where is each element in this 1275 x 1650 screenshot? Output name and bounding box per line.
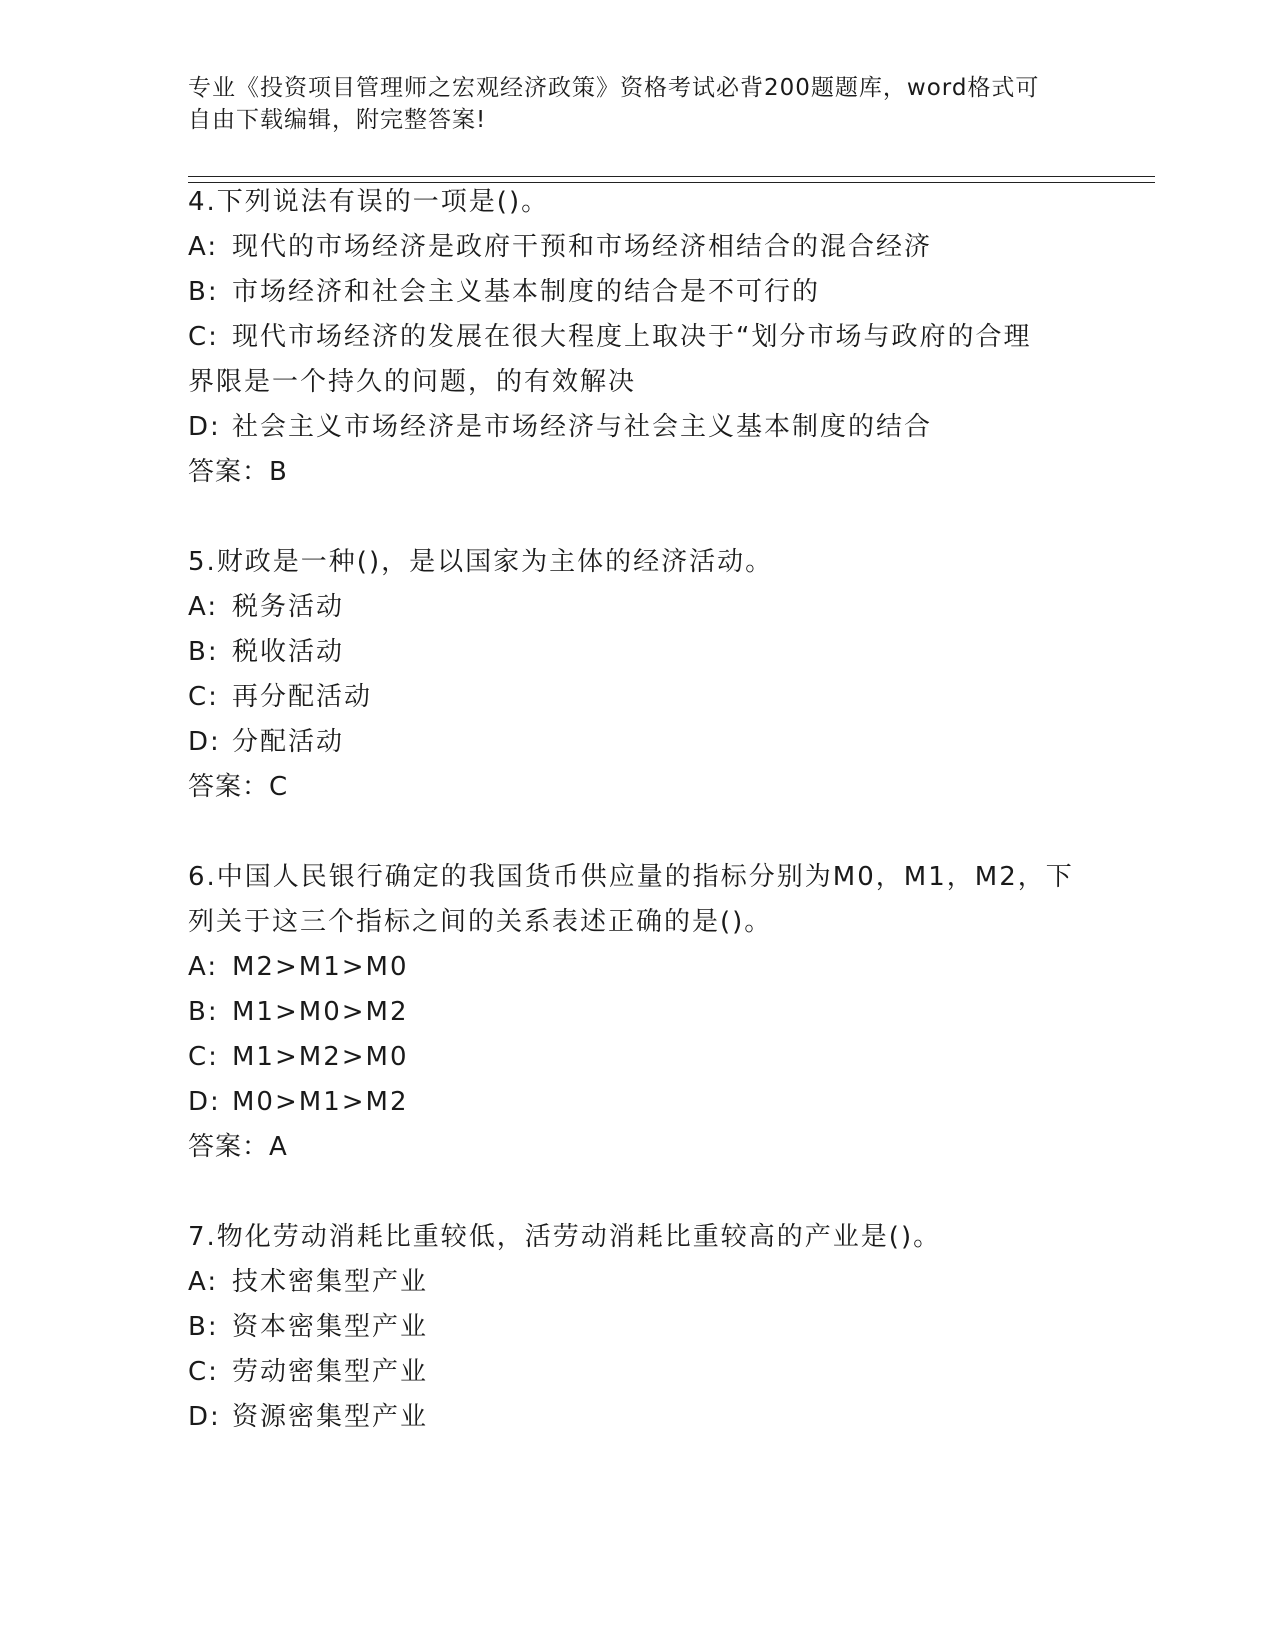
question-4-option-b	[188, 274, 820, 310]
question-7-option-b	[188, 1309, 428, 1345]
question-7-stem: 7.物化劳动消耗比重较低，活劳动消耗比重较高的产业是()。	[188, 1222, 942, 1252]
option-text: 税务活动	[232, 592, 345, 622]
question-6-stem: 6.中国人民银行确定的我国货币供应量的指标分别为M0，M1，M2，下	[188, 862, 1074, 892]
question-4-option-c-continued: 界限是一个持久的问题，的有效解决	[188, 367, 637, 397]
option-label: C:	[188, 1357, 219, 1387]
option-text: 资本密集型产业	[232, 1312, 429, 1342]
question-5-option-d	[188, 724, 344, 760]
option-label: A:	[188, 232, 219, 262]
question-6-stem-continued: 列关于这三个指标之间的关系表述正确的是()。	[188, 907, 773, 937]
option-text: M0>M1>M2	[232, 1087, 409, 1117]
option-text: 市场经济和社会主义基本制度的结合是不可行的	[232, 277, 821, 307]
question-5-answer: 答案：C	[188, 772, 289, 802]
option-text: M1>M0>M2	[232, 997, 409, 1027]
option-text: M1>M2>M0	[232, 1042, 409, 1072]
option-label: C:	[188, 322, 219, 352]
question-4-option-d	[188, 409, 932, 445]
option-label: D:	[188, 727, 221, 757]
option-label: C:	[188, 1042, 219, 1072]
question-5-option-a	[188, 589, 344, 625]
option-label: A:	[188, 592, 219, 622]
question-6-option-c	[188, 1039, 409, 1075]
option-text: 资源密集型产业	[232, 1402, 429, 1432]
option-label: B:	[188, 637, 219, 667]
option-label: D:	[188, 1402, 221, 1432]
option-label: A:	[188, 1267, 219, 1297]
option-label: C:	[188, 682, 219, 712]
question-7-option-a	[188, 1264, 428, 1300]
option-label: D:	[188, 412, 221, 442]
question-7-option-d	[188, 1399, 428, 1435]
option-text: 分配活动	[232, 727, 345, 757]
header-line-1: 专业《投资项目管理师之宏观经济政策》资格考试必背200题题库，word格式可	[188, 75, 1040, 101]
question-6-option-b	[188, 994, 409, 1030]
document-header	[188, 72, 1068, 136]
option-label: D:	[188, 1087, 221, 1117]
option-text: 技术密集型产业	[232, 1267, 429, 1297]
option-label: B:	[188, 277, 219, 307]
header-divider-top	[188, 176, 1155, 177]
question-6-answer: 答案：A	[188, 1132, 288, 1162]
option-text: 再分配活动	[232, 682, 373, 712]
question-4-answer: 答案：B	[188, 457, 288, 487]
option-text: 现代的市场经济是政府干预和市场经济相结合的混合经济	[232, 232, 933, 262]
question-4-stem: 4.下列说法有误的一项是()。	[188, 187, 550, 217]
question-6-option-d	[188, 1084, 409, 1120]
option-label: B:	[188, 997, 219, 1027]
question-4-option-c	[188, 319, 1031, 355]
option-text: 税收活动	[232, 637, 345, 667]
question-5-stem: 5.财政是一种()，是以国家为主体的经济活动。	[188, 547, 774, 577]
question-7-option-c	[188, 1354, 428, 1390]
option-text: 社会主义市场经济是市场经济与社会主义基本制度的结合	[232, 412, 933, 442]
header-line-2: 自由下载编辑，附完整答案!	[188, 107, 487, 133]
option-text: 劳动密集型产业	[232, 1357, 429, 1387]
question-6-option-a	[188, 949, 409, 985]
option-label: A:	[188, 952, 219, 982]
question-4-option-a	[188, 229, 932, 265]
option-text: 现代市场经济的发展在很大程度上取决于“划分市场与政府的合理	[232, 322, 1032, 352]
question-5-option-b	[188, 634, 344, 670]
question-5-option-c	[188, 679, 372, 715]
option-label: B:	[188, 1312, 219, 1342]
option-text: M2>M1>M0	[232, 952, 409, 982]
header-divider-bottom	[188, 182, 1155, 183]
